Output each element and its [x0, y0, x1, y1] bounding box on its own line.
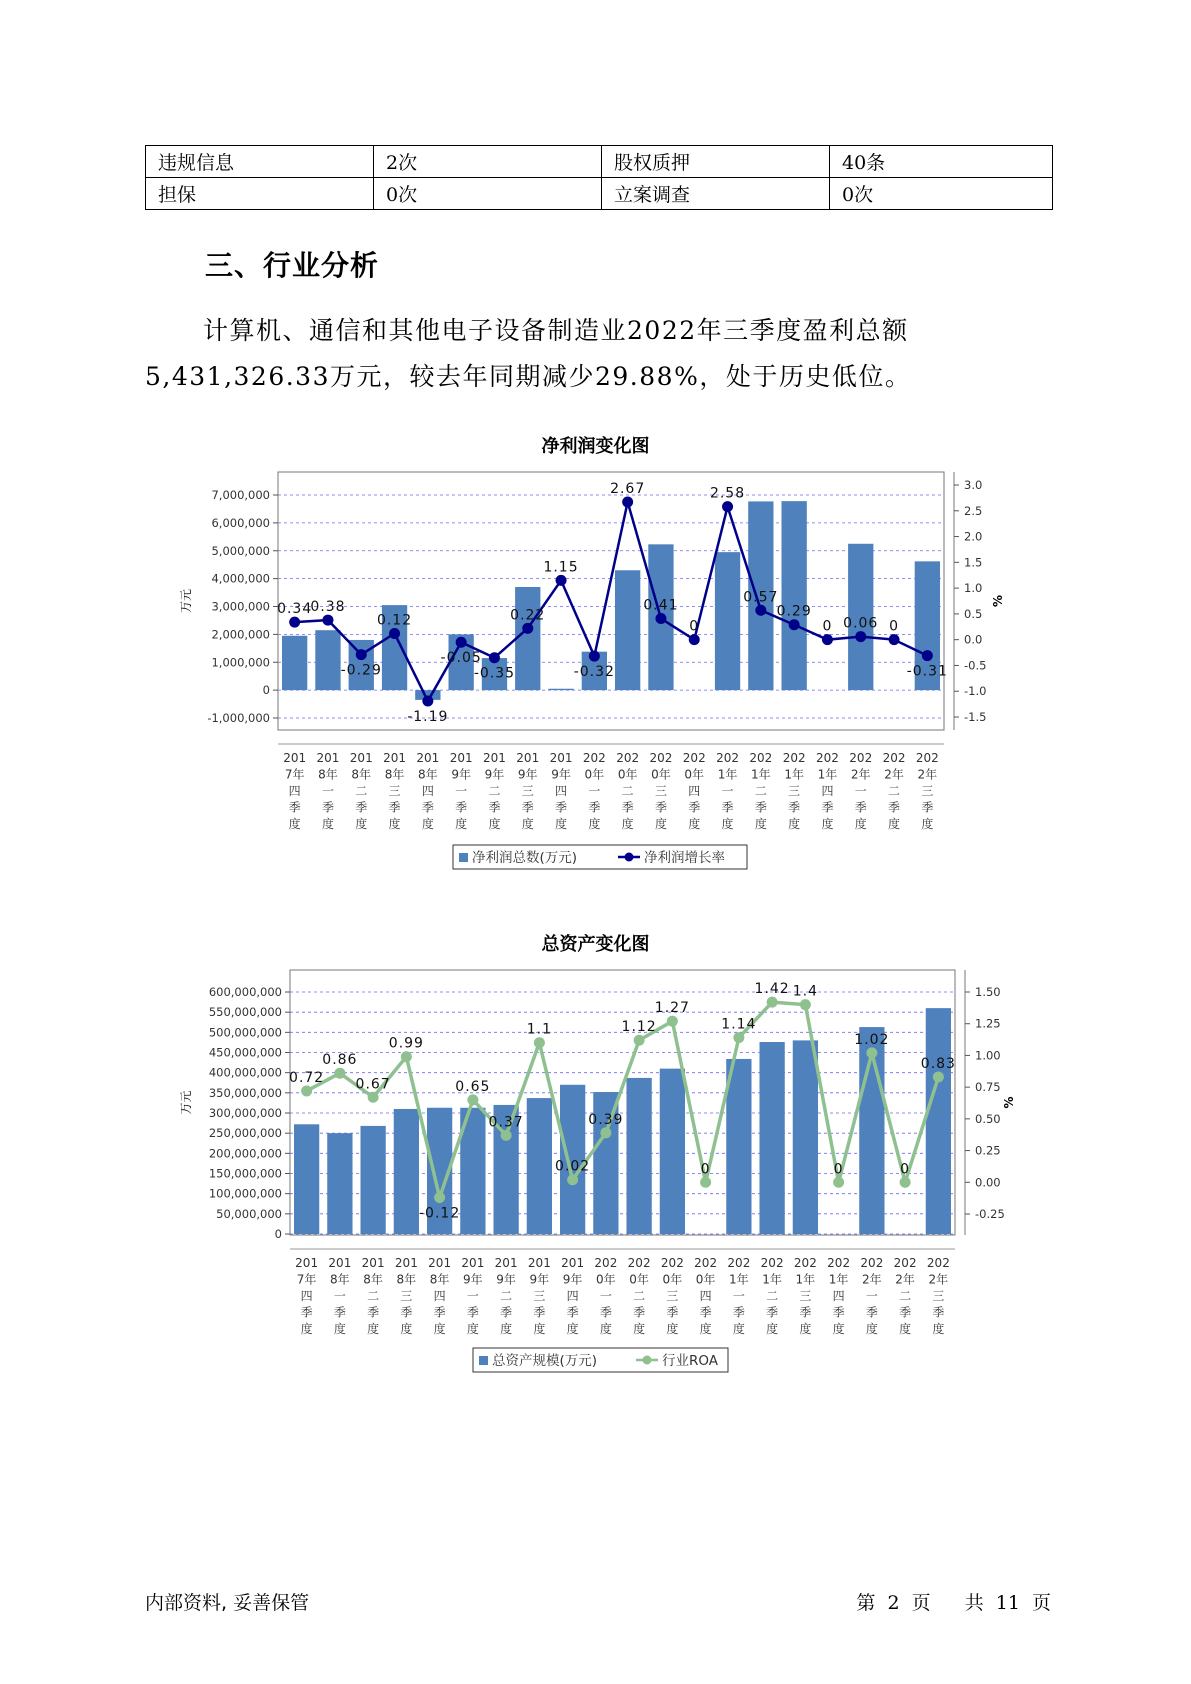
page-total: 11 — [995, 1592, 1020, 1614]
y-tick-label: 300,000,000 — [208, 1106, 282, 1120]
y-tick-label: 150,000,000 — [208, 1166, 282, 1181]
series-point — [467, 1094, 478, 1105]
series-point — [700, 1177, 711, 1188]
bar — [615, 570, 640, 690]
series-point — [767, 997, 778, 1008]
legend-swatch-point — [625, 853, 634, 862]
bar — [315, 630, 340, 690]
x-tick-label: 201 9年四季度 — [549, 751, 573, 831]
data-label: -0.05 — [440, 650, 482, 667]
x-tick-label: 202 2年二季度 — [882, 751, 906, 831]
series-point — [589, 651, 600, 662]
page-label: 第 — [856, 1592, 876, 1614]
total-assets-chart — [0, 958, 1191, 1378]
x-tick-label: 201 9年一季度 — [449, 751, 473, 831]
y-axis-label: 万元 — [179, 588, 193, 614]
chart-title-net-profit: 净利润变化图 — [541, 436, 650, 457]
x-tick-label: 202 2年一季度 — [860, 1256, 884, 1336]
y2-tick-label: 0.5 — [964, 606, 983, 621]
y2-tick-label: 2.5 — [964, 503, 983, 518]
data-label: 0.65 — [455, 1078, 491, 1095]
series-point — [422, 696, 433, 707]
series-point — [334, 1068, 345, 1079]
series-point — [866, 1047, 877, 1058]
y-tick-label: 5,000,000 — [211, 543, 270, 558]
data-label: -0.32 — [573, 664, 615, 681]
series-point — [622, 497, 633, 508]
y-tick-label: 0 — [274, 1227, 282, 1241]
series-point — [667, 1016, 678, 1027]
x-tick-label: 201 9年三季度 — [516, 751, 540, 831]
table-cell: 担保 — [146, 178, 374, 210]
x-tick-label: 201 7年四季度 — [295, 1256, 319, 1336]
footer-page-number — [850, 1588, 1051, 1615]
y2-tick-label: 1.5 — [964, 555, 983, 570]
series-point — [922, 650, 933, 661]
table-cell: 违规信息 — [146, 146, 374, 178]
x-tick-label: 202 0年一季度 — [594, 1256, 618, 1336]
data-label: 1.42 — [754, 981, 790, 998]
page-label: 共 — [964, 1592, 984, 1614]
legend-label-line: 净利润增长率 — [644, 850, 725, 866]
series-point — [434, 1192, 445, 1203]
analysis-paragraph: 计算机、通信和其他电子设备制造业2022年三季度盈利总额5,431,326.33万元，较去年同期减少29.88%，处于历史低位。 — [145, 316, 912, 391]
x-tick-label: 202 0年三季度 — [649, 751, 673, 831]
legend-label-bar: 净利润总数(万元) — [472, 850, 578, 866]
data-label: 1.4 — [792, 983, 819, 1000]
series-point — [789, 619, 800, 630]
series-point — [389, 628, 400, 639]
series-point — [489, 652, 500, 663]
bar — [793, 1040, 818, 1234]
series-point — [401, 1051, 412, 1062]
x-tick-label: 201 9年四季度 — [561, 1256, 585, 1336]
data-label: 0.29 — [776, 603, 812, 620]
plot-frame — [290, 970, 955, 1235]
x-tick-label: 201 9年一季度 — [461, 1256, 485, 1336]
data-label: 0.34 — [277, 601, 313, 618]
data-label: 0.12 — [376, 612, 413, 629]
x-tick-label: 202 1年四季度 — [827, 1256, 851, 1336]
data-label: 0.41 — [643, 597, 679, 614]
data-label: 1.27 — [654, 1000, 690, 1017]
y-tick-label: 350,000,000 — [208, 1085, 282, 1100]
series-point — [889, 634, 900, 645]
y2-tick-label: 0.75 — [975, 1080, 1001, 1095]
bar — [548, 689, 573, 690]
series-point — [733, 1032, 744, 1043]
y2-tick-label: 1.25 — [975, 1016, 1001, 1031]
y-tick-label: 400,000,000 — [208, 1065, 282, 1080]
table-cell: 2次 — [374, 146, 602, 178]
x-tick-label: 201 9年二季度 — [494, 1256, 518, 1336]
data-label: 1.02 — [854, 1031, 890, 1048]
series-point — [356, 649, 367, 660]
data-label: -0.35 — [473, 665, 516, 682]
series-point — [933, 1071, 944, 1082]
data-label: 1.14 — [721, 1016, 757, 1033]
x-tick-label: 201 8年三季度 — [383, 751, 407, 831]
y-tick-label: 500,000,000 — [208, 1025, 282, 1040]
series-point — [301, 1085, 312, 1096]
bar — [715, 552, 740, 690]
bar — [327, 1133, 352, 1234]
data-label: 0.22 — [510, 607, 546, 624]
x-tick-label: 202 0年三季度 — [660, 1256, 684, 1336]
y-tick-label: 7,000,000 — [211, 488, 270, 502]
series-point — [501, 1130, 512, 1141]
y2-tick-label: 3.0 — [964, 478, 983, 492]
y-tick-label: 50,000,000 — [216, 1206, 282, 1221]
data-label: 0.86 — [322, 1052, 358, 1069]
info-table — [145, 145, 1053, 210]
x-tick-label: 202 1年一季度 — [716, 751, 740, 831]
page-label: 页 — [911, 1592, 931, 1614]
x-tick-label: 202 1年二季度 — [760, 1256, 784, 1336]
series-point — [689, 634, 700, 645]
legend-swatch-bar — [479, 1356, 488, 1365]
bar — [282, 636, 307, 690]
data-label: -1.19 — [407, 709, 449, 726]
y2-tick-label: -1.5 — [964, 710, 987, 724]
series-point — [800, 999, 811, 1010]
data-label: -0.31 — [906, 663, 948, 680]
data-label: 1.1 — [526, 1021, 553, 1038]
y-tick-label: 0 — [262, 683, 270, 698]
table-cell: 股权质押 — [602, 146, 830, 178]
legend-label-line: 行业ROA — [662, 1353, 719, 1369]
x-tick-label: 202 2年一季度 — [849, 751, 873, 831]
y2-tick-label: 1.0 — [964, 581, 983, 596]
x-tick-label: 202 2年三季度 — [926, 1256, 950, 1336]
y2-tick-label: 0.00 — [975, 1175, 1001, 1190]
x-tick-label: 201 9年二季度 — [482, 751, 506, 831]
table-cell: 0次 — [830, 178, 1053, 210]
x-tick-label: 201 7年四季度 — [283, 751, 307, 831]
data-label: 0.39 — [588, 1111, 624, 1128]
bar — [660, 1069, 685, 1234]
y2-axis-label: % — [991, 594, 1005, 608]
data-label: -0.29 — [340, 662, 382, 679]
bar — [394, 1109, 419, 1234]
data-label: 0.72 — [289, 1069, 325, 1086]
x-tick-label: 201 8年二季度 — [361, 1256, 385, 1336]
section-title: 三、行业分析 — [205, 249, 380, 282]
plot-frame — [278, 472, 944, 730]
data-label: -0.12 — [419, 1205, 461, 1222]
y-tick-label: 200,000,000 — [208, 1146, 282, 1161]
x-tick-label: 202 0年一季度 — [582, 751, 606, 831]
bar — [515, 587, 540, 690]
table-cell: 40条 — [830, 146, 1053, 178]
y-tick-label: 450,000,000 — [208, 1045, 282, 1060]
y2-tick-label: 0.0 — [964, 632, 983, 647]
y-tick-label: 2,000,000 — [211, 627, 270, 642]
data-label: 0.57 — [743, 589, 779, 606]
data-label: 0.06 — [843, 615, 879, 632]
data-label: 0.37 — [488, 1114, 524, 1131]
data-label: 1.15 — [543, 559, 579, 576]
data-label: 2.67 — [610, 481, 646, 498]
series-point — [822, 634, 833, 645]
legend-swatch-bar — [459, 853, 468, 862]
y2-tick-label: -1.0 — [964, 684, 987, 699]
x-tick-label: 201 8年四季度 — [416, 751, 440, 831]
data-label: 0 — [833, 1161, 844, 1178]
bar — [759, 1042, 784, 1234]
page-current: 2 — [887, 1592, 900, 1614]
series-point — [522, 623, 533, 634]
x-tick-label: 201 8年二季度 — [349, 751, 373, 831]
y2-tick-label: 0.25 — [975, 1143, 1001, 1158]
legend-swatch-point — [643, 1356, 652, 1365]
series-point — [567, 1174, 578, 1185]
chart-title-total-assets: 总资产变化图 — [541, 934, 650, 955]
data-label: 0.67 — [355, 1076, 391, 1093]
series-point — [289, 617, 300, 628]
x-tick-label: 202 0年二季度 — [627, 1256, 651, 1336]
y-tick-label: 3,000,000 — [211, 599, 270, 614]
y-tick-label: 600,000,000 — [208, 985, 282, 999]
table-cell: 0次 — [374, 178, 602, 210]
y-tick-label: 4,000,000 — [211, 571, 270, 586]
y2-tick-label: 1.50 — [975, 985, 1001, 999]
y-tick-label: 100,000,000 — [208, 1186, 282, 1201]
data-label: 0.83 — [920, 1055, 956, 1072]
data-label: 0 — [700, 1161, 711, 1178]
bar — [294, 1124, 319, 1234]
series-point — [600, 1127, 611, 1138]
bar — [726, 1059, 751, 1234]
page-label: 页 — [1031, 1592, 1051, 1614]
series-point — [556, 575, 567, 586]
series-point — [634, 1035, 645, 1046]
y-tick-label: 1,000,000 — [211, 655, 270, 670]
table-row — [146, 178, 1053, 210]
x-tick-label: 202 2年三季度 — [915, 751, 939, 831]
y2-tick-label: 2.0 — [964, 529, 983, 544]
y2-tick-label: -0.5 — [964, 658, 987, 673]
bar — [926, 1008, 951, 1234]
data-label: 1.12 — [621, 1019, 657, 1036]
bar — [527, 1098, 552, 1234]
net-profit-chart — [0, 460, 1191, 880]
data-label: 2.58 — [709, 485, 746, 502]
y2-tick-label: -0.25 — [975, 1207, 1005, 1221]
x-tick-label: 201 8年一季度 — [328, 1256, 352, 1336]
x-tick-label: 202 0年二季度 — [616, 751, 640, 831]
y-tick-label: 250,000,000 — [208, 1126, 282, 1141]
series-point — [833, 1177, 844, 1188]
series-point — [722, 501, 733, 512]
data-label: 0.38 — [310, 599, 346, 616]
table-cell: 立案调查 — [602, 178, 830, 210]
data-label: 0 — [889, 618, 900, 635]
x-tick-label: 202 0年四季度 — [694, 1256, 718, 1336]
x-tick-label: 202 1年二季度 — [749, 751, 773, 831]
data-label: 0.02 — [555, 1158, 591, 1175]
x-tick-label: 202 1年三季度 — [782, 751, 806, 831]
data-label: 0 — [822, 618, 833, 635]
legend-label-bar: 总资产规模(万元) — [492, 1353, 598, 1369]
series-point — [855, 631, 866, 642]
x-tick-label: 202 0年四季度 — [682, 751, 706, 831]
data-label: 0 — [689, 618, 700, 635]
series-point — [655, 613, 666, 624]
y-tick-label: 550,000,000 — [208, 1005, 282, 1020]
x-tick-label: 202 1年一季度 — [727, 1256, 751, 1336]
x-tick-label: 202 2年二季度 — [893, 1256, 917, 1336]
y2-axis-label: % — [1002, 1096, 1016, 1109]
x-tick-label: 201 8年四季度 — [428, 1256, 452, 1336]
data-label: 0.99 — [388, 1035, 424, 1052]
series-point — [534, 1037, 545, 1048]
series-point — [900, 1177, 911, 1188]
x-tick-label: 201 8年一季度 — [316, 751, 340, 831]
series-point — [456, 637, 467, 648]
x-tick-label: 201 8年三季度 — [394, 1256, 418, 1336]
y-tick-label: 6,000,000 — [211, 515, 270, 530]
series-point — [755, 605, 766, 616]
bar — [781, 501, 806, 690]
bar — [626, 1078, 651, 1234]
y2-tick-label: 1.00 — [975, 1048, 1001, 1063]
x-tick-label: 202 1年四季度 — [815, 751, 839, 831]
series-point — [322, 615, 333, 626]
table-row — [146, 146, 1053, 178]
data-label: 0 — [900, 1161, 911, 1178]
y-axis-label: 万元 — [179, 1090, 193, 1115]
y-tick-label: -1,000,000 — [207, 711, 270, 725]
y2-tick-label: 0.50 — [975, 1111, 1001, 1126]
series-point — [368, 1092, 379, 1103]
footer-confidential-note: 内部资料, 妥善保管 — [145, 1592, 310, 1614]
x-tick-label: 202 1年三季度 — [793, 1256, 817, 1336]
x-tick-label: 201 9年三季度 — [527, 1256, 551, 1336]
bar — [360, 1126, 385, 1234]
